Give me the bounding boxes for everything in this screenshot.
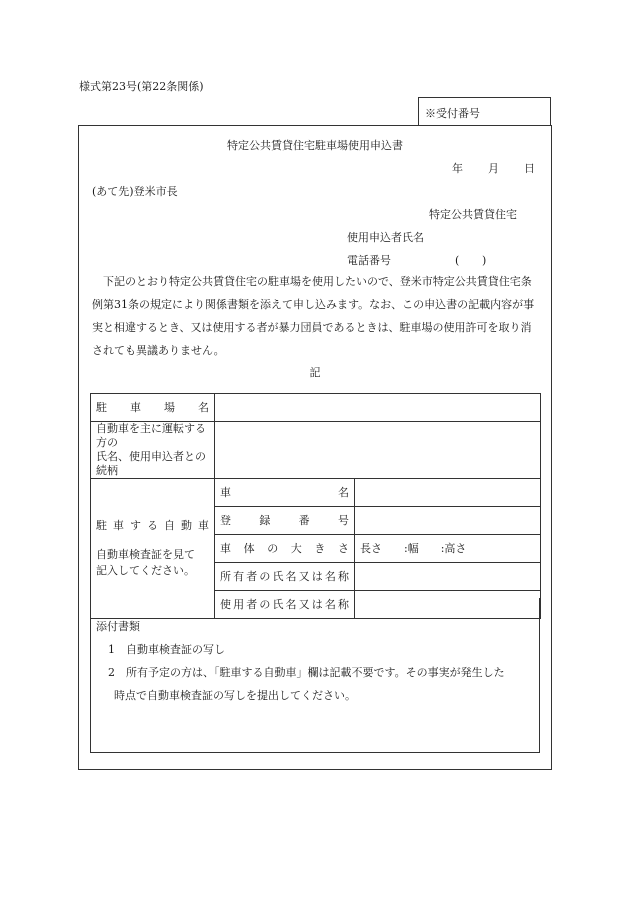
applicant-name-label: 使用申込者氏名 bbox=[347, 231, 424, 244]
owner-label: 所 有 者 の 氏 名 又 は 名 称 bbox=[215, 563, 355, 591]
ki-heading: 記 bbox=[309, 366, 321, 379]
reception-number-box bbox=[418, 97, 551, 125]
vehicle-name-label: 車 名 bbox=[215, 479, 355, 507]
form-title: 特定公共賃貸住宅駐車場使用申込書 bbox=[227, 139, 403, 152]
attachment-item-1: 1 自動車検査証の写し bbox=[108, 643, 225, 656]
date-day-label: 日 bbox=[524, 162, 535, 175]
attachments-title: 添付書類 bbox=[96, 620, 140, 633]
phone-paren-right: ) bbox=[482, 254, 487, 267]
addressee: (あて先)登米市長 bbox=[92, 185, 178, 198]
date-year-label: 年 bbox=[452, 162, 463, 175]
driver-relation-row bbox=[91, 422, 541, 479]
attachment-item-2: 2 所有予定の方は、「駐車する自動車」欄は記載不要です。その事実が発生した bbox=[108, 666, 505, 679]
registration-field[interactable] bbox=[355, 507, 541, 535]
vehicle-size-field[interactable] bbox=[355, 535, 541, 563]
registration-label: 登 録 番 号 bbox=[215, 507, 355, 535]
vehicle-name-field[interactable] bbox=[355, 479, 541, 507]
vehicle-group-label: 駐 車 す る 自 動 車 自動車検査証を見て 記入してください。 bbox=[91, 479, 215, 619]
vehicle-size-label: 車 体 の 大 き さ bbox=[215, 535, 355, 563]
applicant-housing-label: 特定公共賃貸住宅 bbox=[429, 208, 517, 221]
parking-name-field[interactable] bbox=[215, 394, 541, 422]
phone-paren-left: ( bbox=[455, 254, 460, 267]
driver-relation-field[interactable] bbox=[215, 422, 541, 479]
applicant-phone-label: 電話番号 bbox=[347, 254, 391, 267]
parking-name-label: 駐 車 場 名 bbox=[91, 394, 215, 422]
application-statement: 下記のとおり特定公共賃貸住宅の駐車場を使用したいので、登米市特定公共賃貸住宅条例第31条の規定により関係書類を添えて申し込みます。なお、この申込書の記載内容が事実と相違するとき、又は使用する者が暴力団員であるときは、駐車場の使用許可を取り消されても異議ありません。 bbox=[92, 275, 535, 357]
form-number: 様式第23号(第22条関係) bbox=[79, 80, 204, 93]
vehicle-size-value: 長さ :幅 :高さ bbox=[360, 541, 467, 555]
user-label: 使 用 者 の 氏 名 又 は 名 称 bbox=[215, 591, 355, 619]
parking-name-row bbox=[91, 394, 541, 422]
driver-relation-label: 自動車を主に運転する方の 氏名、使用申込者との続柄 bbox=[91, 422, 215, 479]
vehicle-group-note: 自動車検査証を見て 記入してください。 bbox=[96, 547, 195, 577]
date-month-label: 月 bbox=[488, 162, 499, 175]
vehicle-name-row bbox=[91, 479, 541, 507]
owner-field[interactable] bbox=[355, 563, 541, 591]
attachment-item-2-continued: 時点で自動車検査証の写しを提出してください。 bbox=[114, 689, 356, 702]
application-table bbox=[90, 393, 541, 619]
reception-number-label: ※受付番号 bbox=[425, 107, 480, 120]
